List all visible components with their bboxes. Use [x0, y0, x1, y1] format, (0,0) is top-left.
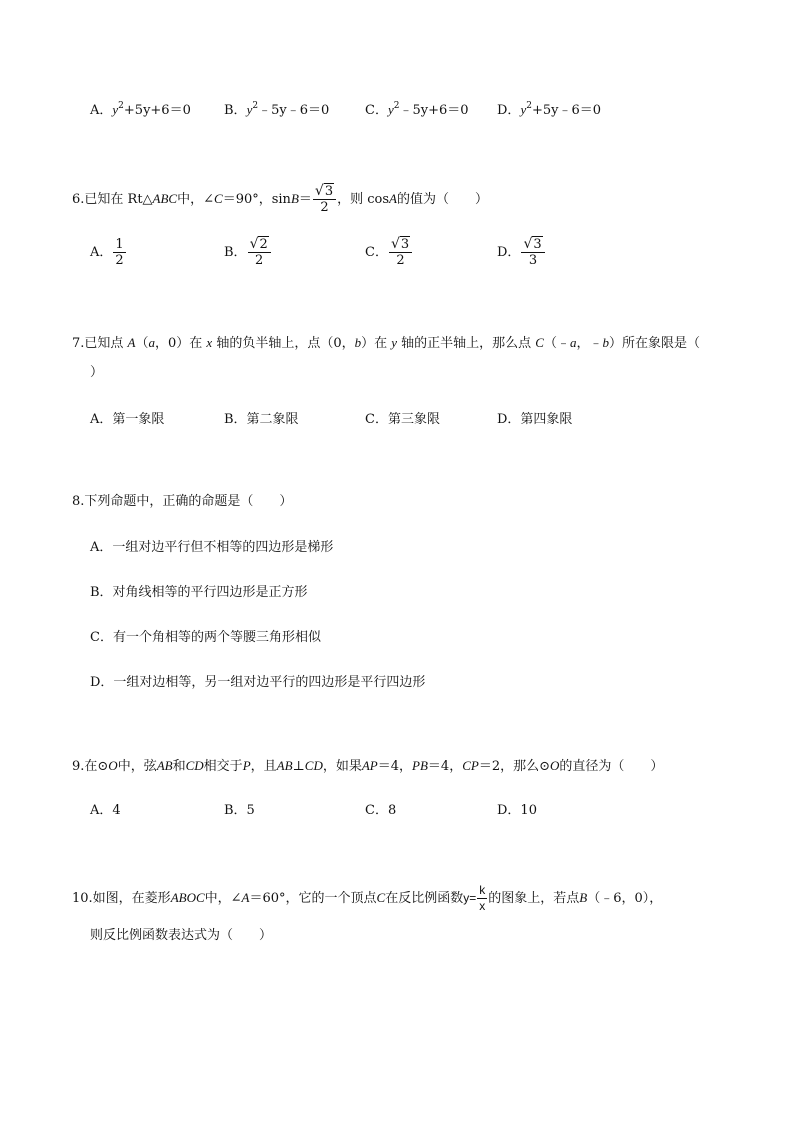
- q7-option-d: D．第四象限: [497, 412, 573, 427]
- q8-option-c: C．有一个角相等的两个等腰三角形相似: [90, 630, 321, 645]
- q8-option-d: D．一组对边相等，另一组对边平行的四边形是平行四边形: [90, 675, 426, 690]
- q7-option-c: C．第三象限: [365, 412, 440, 427]
- q7-stem-continued: ）: [90, 365, 104, 380]
- q5-option-b: B．$y^2﹣5y﹣6=0$: [224, 101, 330, 118]
- q9-stem: 9.在⊙O中，弦AB和CD相交于P，且AB⊥CD，如果AP＝4，PB＝4，CP＝2，那么⊙O的直径为（ ）: [72, 758, 664, 774]
- q8-stem: 8.下列命题中，正确的命题是（ ）: [72, 494, 293, 509]
- q7-stem: 7.已知点 A（a，0）在 x 轴的负半轴上，点（0，b）在 y 轴的正半轴上，那么点 C（﹣a，﹣b）所在象限是（: [72, 335, 701, 351]
- q5-option-d: D．$y^2+5y﹣6=0$: [497, 101, 602, 118]
- q6-stem: 6.已知在 Rt△ABC中，∠C＝90°，sinB＝ $\frac{√3}{2}$ ，则 cosA的值为（ ）: [72, 183, 488, 215]
- q6-option-b: B． $\frac{√2}{2}$: [224, 236, 272, 270]
- q9-option-d: D．10: [497, 803, 537, 818]
- q10-stem-continued: 则反比例函数表达式为（ ）: [90, 928, 273, 943]
- q6-option-c: C． $\frac{√3}{2}$: [365, 236, 413, 270]
- q7-option-a: A．第一象限: [90, 412, 165, 427]
- q6-option-d: D． $\frac{√3}{3}$: [497, 236, 546, 270]
- q9-option-c: C．8: [365, 803, 397, 818]
- q9-option-a: A．4: [90, 803, 121, 818]
- q6-option-a: A． $\frac{1}{2}$: [90, 237, 124, 268]
- q10-function-fraction: $\frac{k}{x}$: [479, 883, 486, 913]
- q8-option-a: A．一组对边平行但不相等的四边形是梯形: [90, 540, 334, 555]
- q6-given-fraction: $\frac{√3}{2}$: [313, 184, 336, 215]
- q9-option-b: B．5: [224, 803, 255, 818]
- q5-option-c: C．$y^2﹣5y+6=0$: [365, 101, 469, 118]
- q10-stem: 10.如图，在菱形ABOC中，∠A＝60°，它的一个顶点C在反比例函数y= $\frac{k}{x}$ 的图象上，若点B（﹣6，0），: [72, 883, 663, 913]
- q8-option-b: B．对角线相等的平行四边形是正方形: [90, 585, 308, 600]
- q5-option-a: A．$y^2+5y+6=0$: [90, 101, 191, 118]
- q7-option-b: B．第二象限: [224, 412, 299, 427]
